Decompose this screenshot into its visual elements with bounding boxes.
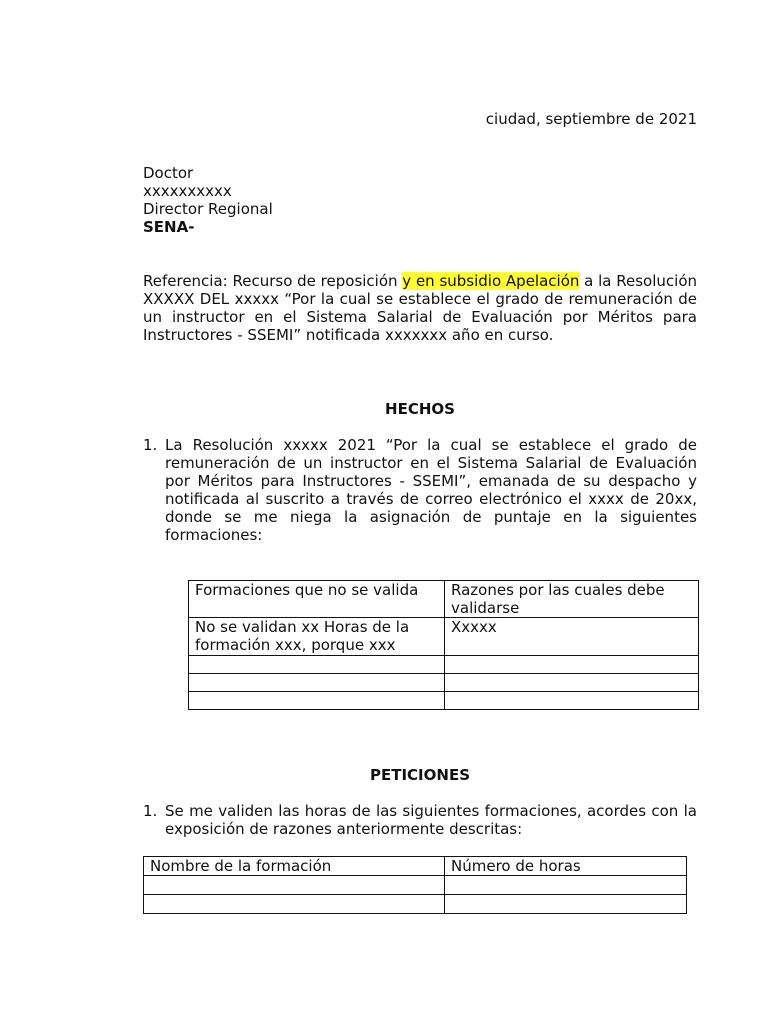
peticiones-list-item — [143, 802, 697, 838]
peticiones-heading: PETICIONES — [370, 766, 470, 784]
table-row — [144, 895, 687, 914]
hechos-heading: HECHOS — [385, 400, 455, 418]
table-cell — [144, 895, 445, 914]
table-row — [144, 876, 687, 895]
recipient-block — [143, 164, 273, 236]
formaciones-table — [188, 580, 699, 710]
table-cell — [189, 692, 445, 710]
table-row — [189, 656, 699, 674]
recipient-title: Doctor — [143, 164, 194, 182]
table-cell — [445, 876, 687, 895]
peticiones-item-number: 1. — [143, 802, 158, 820]
reference-prefix: Referencia: Recurso de reposición — [143, 272, 403, 290]
recipient-name: xxxxxxxxxx — [143, 182, 232, 200]
hechos-item-number: 1. — [143, 436, 158, 454]
peticiones-item-text: Se me validen las horas de las siguientes formaciones, acordes con la exposición de razones anteriormente descritas: — [165, 802, 697, 838]
hechos-item-text: La Resolución xxxxx 2021 “Por la cual se establece el grado de remuneración de un instructor en el Sistema Salarial de Evaluación por Méritos para Instructores - SSEMI”, emanada de su despacho y notificada al suscrito a través de correo electrónico el xxxx de 20xx, donde se me niega la asignación de puntaje en la siguientes formaciones: — [165, 436, 697, 544]
table-cell — [445, 895, 687, 914]
table-row — [189, 692, 699, 710]
recipient-position: Director Regional — [143, 200, 273, 218]
table-header-row — [189, 581, 699, 618]
table-cell: Xxxxx — [445, 618, 699, 656]
horas-table — [143, 856, 687, 914]
table-cell — [445, 674, 699, 692]
reference-paragraph — [143, 272, 697, 344]
table-cell — [189, 674, 445, 692]
table-row — [189, 618, 699, 656]
recipient-entity: SENA- — [143, 218, 195, 236]
date-line: ciudad, septiembre de 2021 — [485, 110, 697, 128]
table-cell — [445, 656, 699, 674]
table-cell: No se validan xx Horas de la formación xxx, porque xxx — [189, 618, 445, 656]
table-cell — [189, 656, 445, 674]
table-header-cell: Razones por las cuales debe validarse — [445, 581, 699, 618]
reference-suffix: a la Resolución XXXXX DEL xxxxx “Por la cual se establece el grado de remuneración de un instructor en el Sistema Salarial de Evaluación por Méritos para Instructores - SSEMI” notificada xxxxxxx año en curso. — [143, 272, 697, 344]
table-header-cell: Formaciones que no se valida — [189, 581, 445, 618]
reference-highlight: y en subsidio Apelación — [402, 272, 580, 290]
hechos-list-item — [143, 436, 697, 544]
table-cell — [445, 692, 699, 710]
table-header-cell: Nombre de la formación — [144, 857, 445, 876]
table-row — [189, 674, 699, 692]
table-header-cell: Número de horas — [445, 857, 687, 876]
table-header-row — [144, 857, 687, 876]
table-cell — [144, 876, 445, 895]
